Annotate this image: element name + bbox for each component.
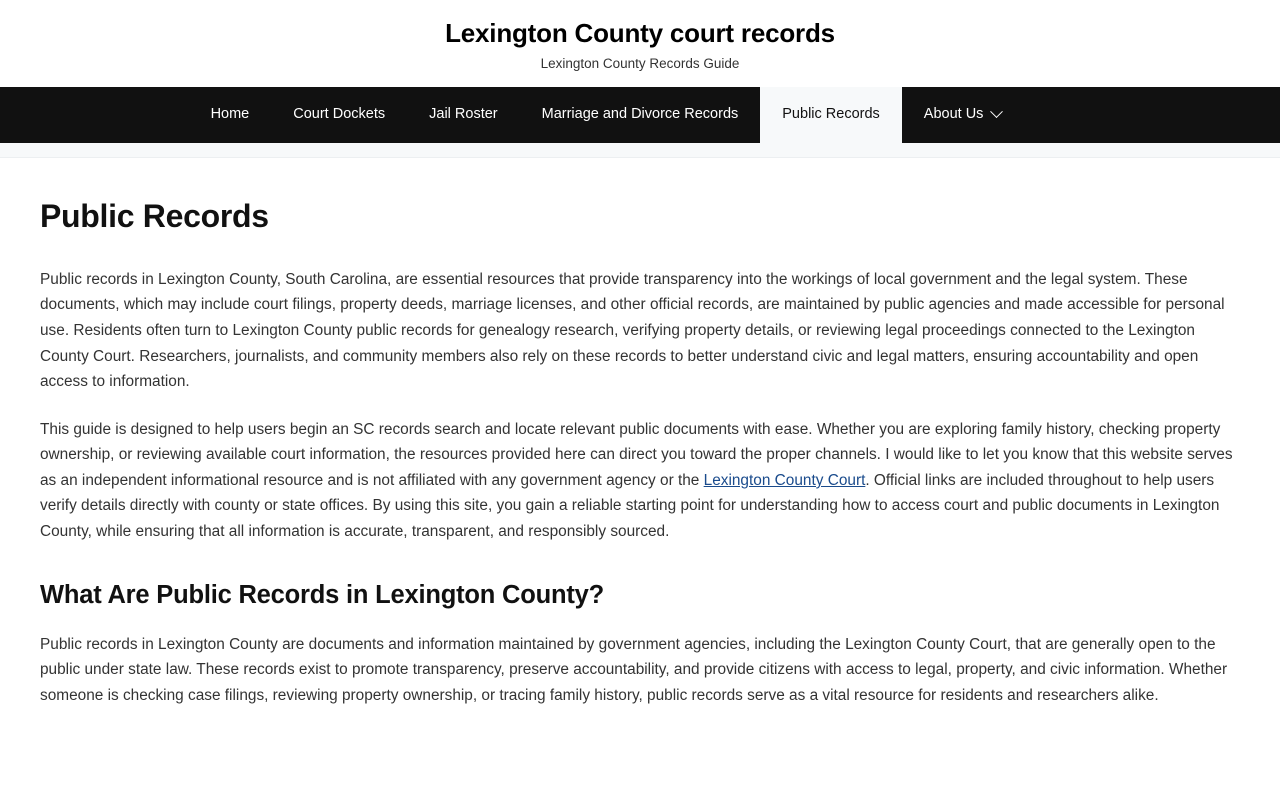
nav-item-label: Public Records bbox=[782, 106, 880, 123]
paragraph-2-text-after-link: . Official links are included throughout to help users verify details directly with county or state offices. By using this site, you gain a reliable starting point for understanding how to access court and public documents in Lexington County, while ensuring that all information is accurate, transparent, and responsibly sourced. bbox=[40, 471, 1220, 541]
page-title: Public Records bbox=[40, 197, 269, 234]
intro-paragraph-1: Public records in Lexington County, South Carolina, are essential resources that provide transparency into the workings of local government and the legal system. These documents, which may include court filings, property deeds, marriage licenses, and other official records, are maintained by public agencies and made accessible for personal use. Residents often turn to Lexington County public records for genealogy research, verifying property details, or reviewing legal proceedings connected to the Lexington County Court. Researchers, journalists, and community members also rely on these records to better understand civic and legal matters, ensuring accountability and open access to information. bbox=[40, 270, 1225, 391]
site-header bbox=[0, 0, 1280, 87]
nav-items-container bbox=[189, 87, 1024, 143]
chevron-down-icon bbox=[991, 106, 1004, 119]
main-content bbox=[0, 198, 1280, 709]
site-title: Lexington County court records bbox=[445, 18, 835, 48]
nav-item-home[interactable] bbox=[189, 87, 272, 143]
nav-item-court-dockets[interactable] bbox=[271, 87, 407, 143]
nav-item-jail-roster[interactable] bbox=[407, 87, 520, 143]
subnav-strip bbox=[0, 143, 1280, 158]
nav-item-label: Court Dockets bbox=[293, 106, 386, 123]
nav-item-label: Marriage and Divorce Records bbox=[541, 106, 739, 123]
nav-item-label: About Us bbox=[923, 106, 984, 123]
nav-item-marriage-and-divorce-records[interactable] bbox=[520, 87, 761, 143]
lexington-county-court-link[interactable]: Lexington County Court bbox=[703, 471, 866, 489]
nav-item-label: Jail Roster bbox=[429, 106, 498, 123]
section-paragraph-1: Public records in Lexington County are documents and information maintained by government agencies, including the Lexington County Court, that are generally open to the public under state law. These records exist to promote transparency, preserve accountability, and provide citizens with access to legal, property, and civic information. Whether someone is checking case filings, reviewing property ownership, or tracing family history, public records serve as a vital resource for residents and researchers alike. bbox=[40, 635, 1228, 704]
nav-item-public-records[interactable] bbox=[760, 87, 902, 143]
nav-item-label: Home bbox=[210, 106, 250, 123]
intro-paragraph-2 bbox=[40, 417, 1240, 545]
nav-item-about-us[interactable] bbox=[902, 87, 1024, 143]
paragraph-2-text-before-link: This guide is designed to help users begin an SC records search and locate relevant public documents with ease. Whether you are exploring family history, checking property ownership, or reviewing available court information, the resources provided here can direct you toward the proper channels. I would like to let you know that this website serves as an independent informational resource and is not affiliated with any government agency or the bbox=[40, 420, 1233, 489]
section-title-what-are-public-records: What Are Public Records in Lexington County? bbox=[40, 580, 605, 609]
site-tagline: Lexington County Records Guide bbox=[540, 56, 740, 72]
primary-navigation bbox=[0, 87, 1280, 143]
